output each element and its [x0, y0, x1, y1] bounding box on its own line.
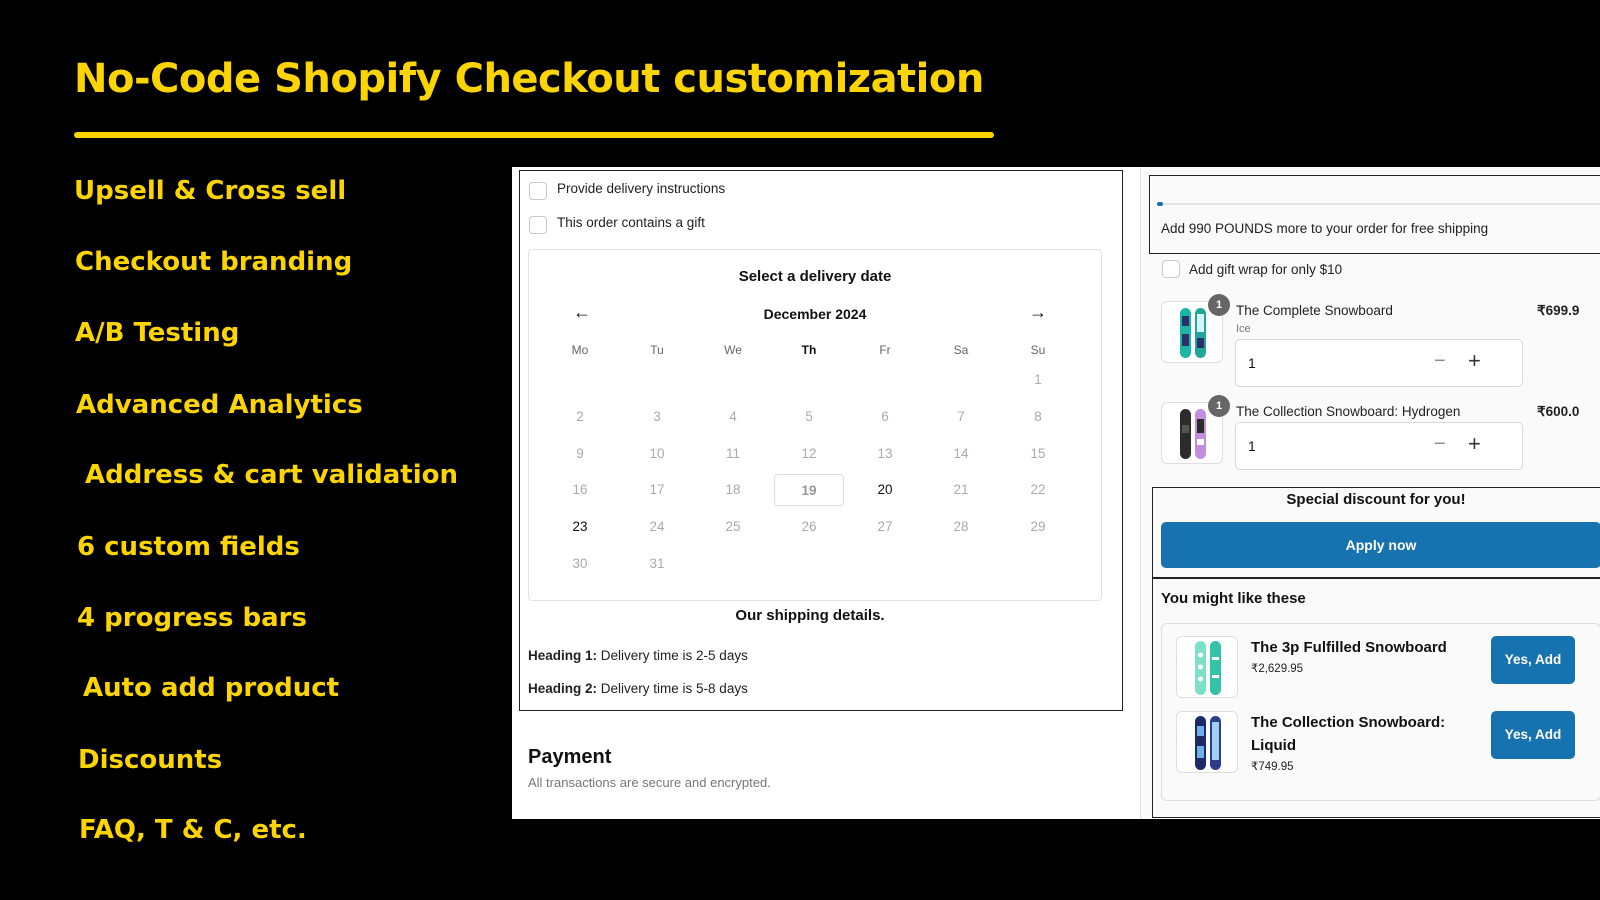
gift-order-label: This order contains a gift — [557, 215, 705, 230]
payment-title: Payment — [528, 746, 612, 768]
calendar-day[interactable]: 21 — [953, 482, 969, 497]
calendar-day[interactable]: 6 — [881, 409, 889, 424]
calendar-day[interactable]: 28 — [953, 519, 969, 534]
calendar-day[interactable]: 22 — [1030, 482, 1046, 497]
upsell-thumbnail — [1176, 636, 1238, 698]
weekday-label: We — [724, 343, 742, 357]
upsell-product-price: ₹749.95 — [1251, 761, 1294, 773]
calendar-day[interactable]: 23 — [572, 519, 588, 534]
shipping-progress-block — [1149, 175, 1600, 254]
upsell-product-name-line2: Liquid — [1251, 737, 1296, 754]
calendar-day[interactable]: 5 — [805, 409, 813, 424]
calendar-day[interactable]: 16 — [572, 482, 588, 497]
weekday-label: Sa — [953, 343, 969, 357]
feature-faq: FAQ, T & C, etc. — [79, 815, 307, 845]
cart-item-name: The Complete Snowboard — [1236, 303, 1393, 318]
calendar-day[interactable]: 24 — [649, 519, 665, 534]
calendar-day[interactable]: 25 — [725, 519, 741, 534]
minus-icon[interactable]: − — [1434, 433, 1446, 455]
free-shipping-progress-bar — [1157, 203, 1600, 205]
quantity-value[interactable]: 1 — [1248, 438, 1256, 454]
plus-icon[interactable]: + — [1468, 348, 1481, 373]
weekday-label: Th — [801, 343, 817, 357]
shipping-heading-1 — [528, 648, 748, 663]
calendar-day[interactable]: 31 — [649, 556, 665, 571]
calendar-day[interactable]: 14 — [953, 446, 969, 461]
weekday-label: Fr — [879, 343, 891, 357]
calendar-day[interactable]: 20 — [877, 482, 893, 497]
shipping-heading-1-text: Delivery time is 2-5 days — [600, 648, 748, 663]
calendar-day[interactable]: 30 — [572, 556, 588, 571]
cart-item-name: The Collection Snowboard: Hydrogen — [1236, 404, 1461, 419]
upsell-title: You might like these — [1161, 590, 1306, 607]
quantity-badge: 1 — [1208, 395, 1230, 417]
calendar-day[interactable]: 8 — [1034, 409, 1042, 424]
quantity-badge: 1 — [1208, 294, 1230, 316]
upsell-product-price: ₹2,629.95 — [1251, 663, 1304, 675]
gift-wrap-label: Add gift wrap for only $10 — [1189, 262, 1343, 277]
calendar-day[interactable]: 3 — [653, 409, 661, 424]
calendar-day[interactable]: 13 — [877, 446, 893, 461]
add-upsell-button[interactable]: Yes, Add — [1491, 711, 1575, 759]
payment-subtitle: All transactions are secure and encrypted. — [528, 775, 771, 790]
discount-title: Special discount for you! — [1286, 491, 1466, 508]
upsell-product-name: The 3p Fulfilled Snowboard — [1251, 639, 1447, 656]
upsell-thumbnail — [1176, 711, 1238, 773]
feature-branding: Checkout branding — [75, 247, 353, 277]
feature-auto-add: Auto add product — [83, 673, 340, 703]
shipping-heading-1-label: Heading 1: — [528, 648, 598, 663]
free-shipping-message: Add 990 POUNDS more to your order for free shipping — [1161, 221, 1489, 236]
delivery-instructions-label: Provide delivery instructions — [557, 181, 726, 196]
calendar-day[interactable]: 19 — [774, 474, 844, 506]
delivery-date-calendar — [528, 249, 1102, 601]
calendar-day[interactable]: 7 — [957, 409, 965, 424]
calendar-day[interactable]: 12 — [801, 446, 817, 461]
calendar-day[interactable]: 29 — [1030, 519, 1046, 534]
checkout-panel — [512, 167, 1600, 819]
weekday-label: Su — [1030, 343, 1046, 357]
snowboard-icon — [1177, 637, 1238, 698]
calendar-day[interactable]: 10 — [649, 446, 665, 461]
calendar-day[interactable]: 26 — [801, 519, 817, 534]
calendar-day[interactable]: 1 — [1034, 372, 1042, 387]
feature-ab-testing: A/B Testing — [75, 318, 240, 348]
feature-progress-bars: 4 progress bars — [77, 603, 307, 633]
progress-bar-fill — [1157, 202, 1163, 206]
arrow-right-icon[interactable]: → — [1029, 302, 1047, 322]
cart-item-price: ₹600.0 — [1537, 404, 1580, 419]
feature-discounts: Discounts — [78, 745, 223, 775]
minus-icon[interactable]: − — [1434, 350, 1446, 372]
calendar-day[interactable]: 18 — [725, 482, 741, 497]
shipping-heading-2 — [528, 681, 748, 696]
arrow-left-icon[interactable]: ← — [573, 302, 591, 322]
snowboard-icon — [1177, 712, 1238, 773]
title-underline — [74, 132, 994, 138]
calendar-day[interactable]: 11 — [725, 446, 740, 461]
delivery-instructions-checkbox[interactable] — [529, 182, 547, 200]
feature-analytics: Advanced Analytics — [76, 390, 363, 420]
gift-wrap-checkbox[interactable] — [1162, 260, 1180, 278]
checkout-form — [512, 167, 1140, 819]
calendar-title: Select a delivery date — [738, 268, 892, 285]
calendar-month: December 2024 — [763, 306, 867, 322]
cart-item-price: ₹699.9 — [1537, 303, 1580, 318]
calendar-day[interactable]: 4 — [729, 409, 737, 424]
promo-title: No-Code Shopify Checkout customization — [74, 56, 984, 102]
calendar-day[interactable]: 9 — [576, 446, 584, 461]
feature-upsell: Upsell & Cross sell — [74, 176, 347, 206]
calendar-day[interactable]: 2 — [576, 409, 584, 424]
apply-discount-button[interactable]: Apply now — [1161, 522, 1600, 568]
plus-icon[interactable]: + — [1468, 431, 1481, 456]
order-summary — [1141, 167, 1600, 819]
feature-custom-fields: 6 custom fields — [77, 532, 300, 562]
upsell-product-name-line1: The Collection Snowboard: — [1251, 714, 1446, 731]
cart-item-variant: Ice — [1236, 323, 1251, 335]
feature-validation: Address & cart validation — [85, 460, 458, 490]
quantity-value[interactable]: 1 — [1248, 355, 1256, 371]
shipping-heading-2-label: Heading 2: — [528, 681, 598, 696]
shipping-heading-2-text: Delivery time is 5-8 days — [600, 681, 748, 696]
calendar-day[interactable]: 17 — [649, 482, 665, 497]
quantity-stepper[interactable] — [1235, 339, 1523, 387]
quantity-stepper[interactable] — [1235, 422, 1523, 470]
shipping-details-title: Our shipping details. — [735, 607, 885, 624]
add-upsell-button[interactable]: Yes, Add — [1491, 636, 1575, 684]
calendar-day[interactable]: 15 — [1030, 446, 1046, 461]
gift-order-checkbox[interactable] — [529, 216, 547, 234]
weekday-label: Mo — [571, 343, 589, 357]
weekday-label: Tu — [650, 343, 664, 357]
calendar-day[interactable]: 27 — [877, 519, 893, 534]
